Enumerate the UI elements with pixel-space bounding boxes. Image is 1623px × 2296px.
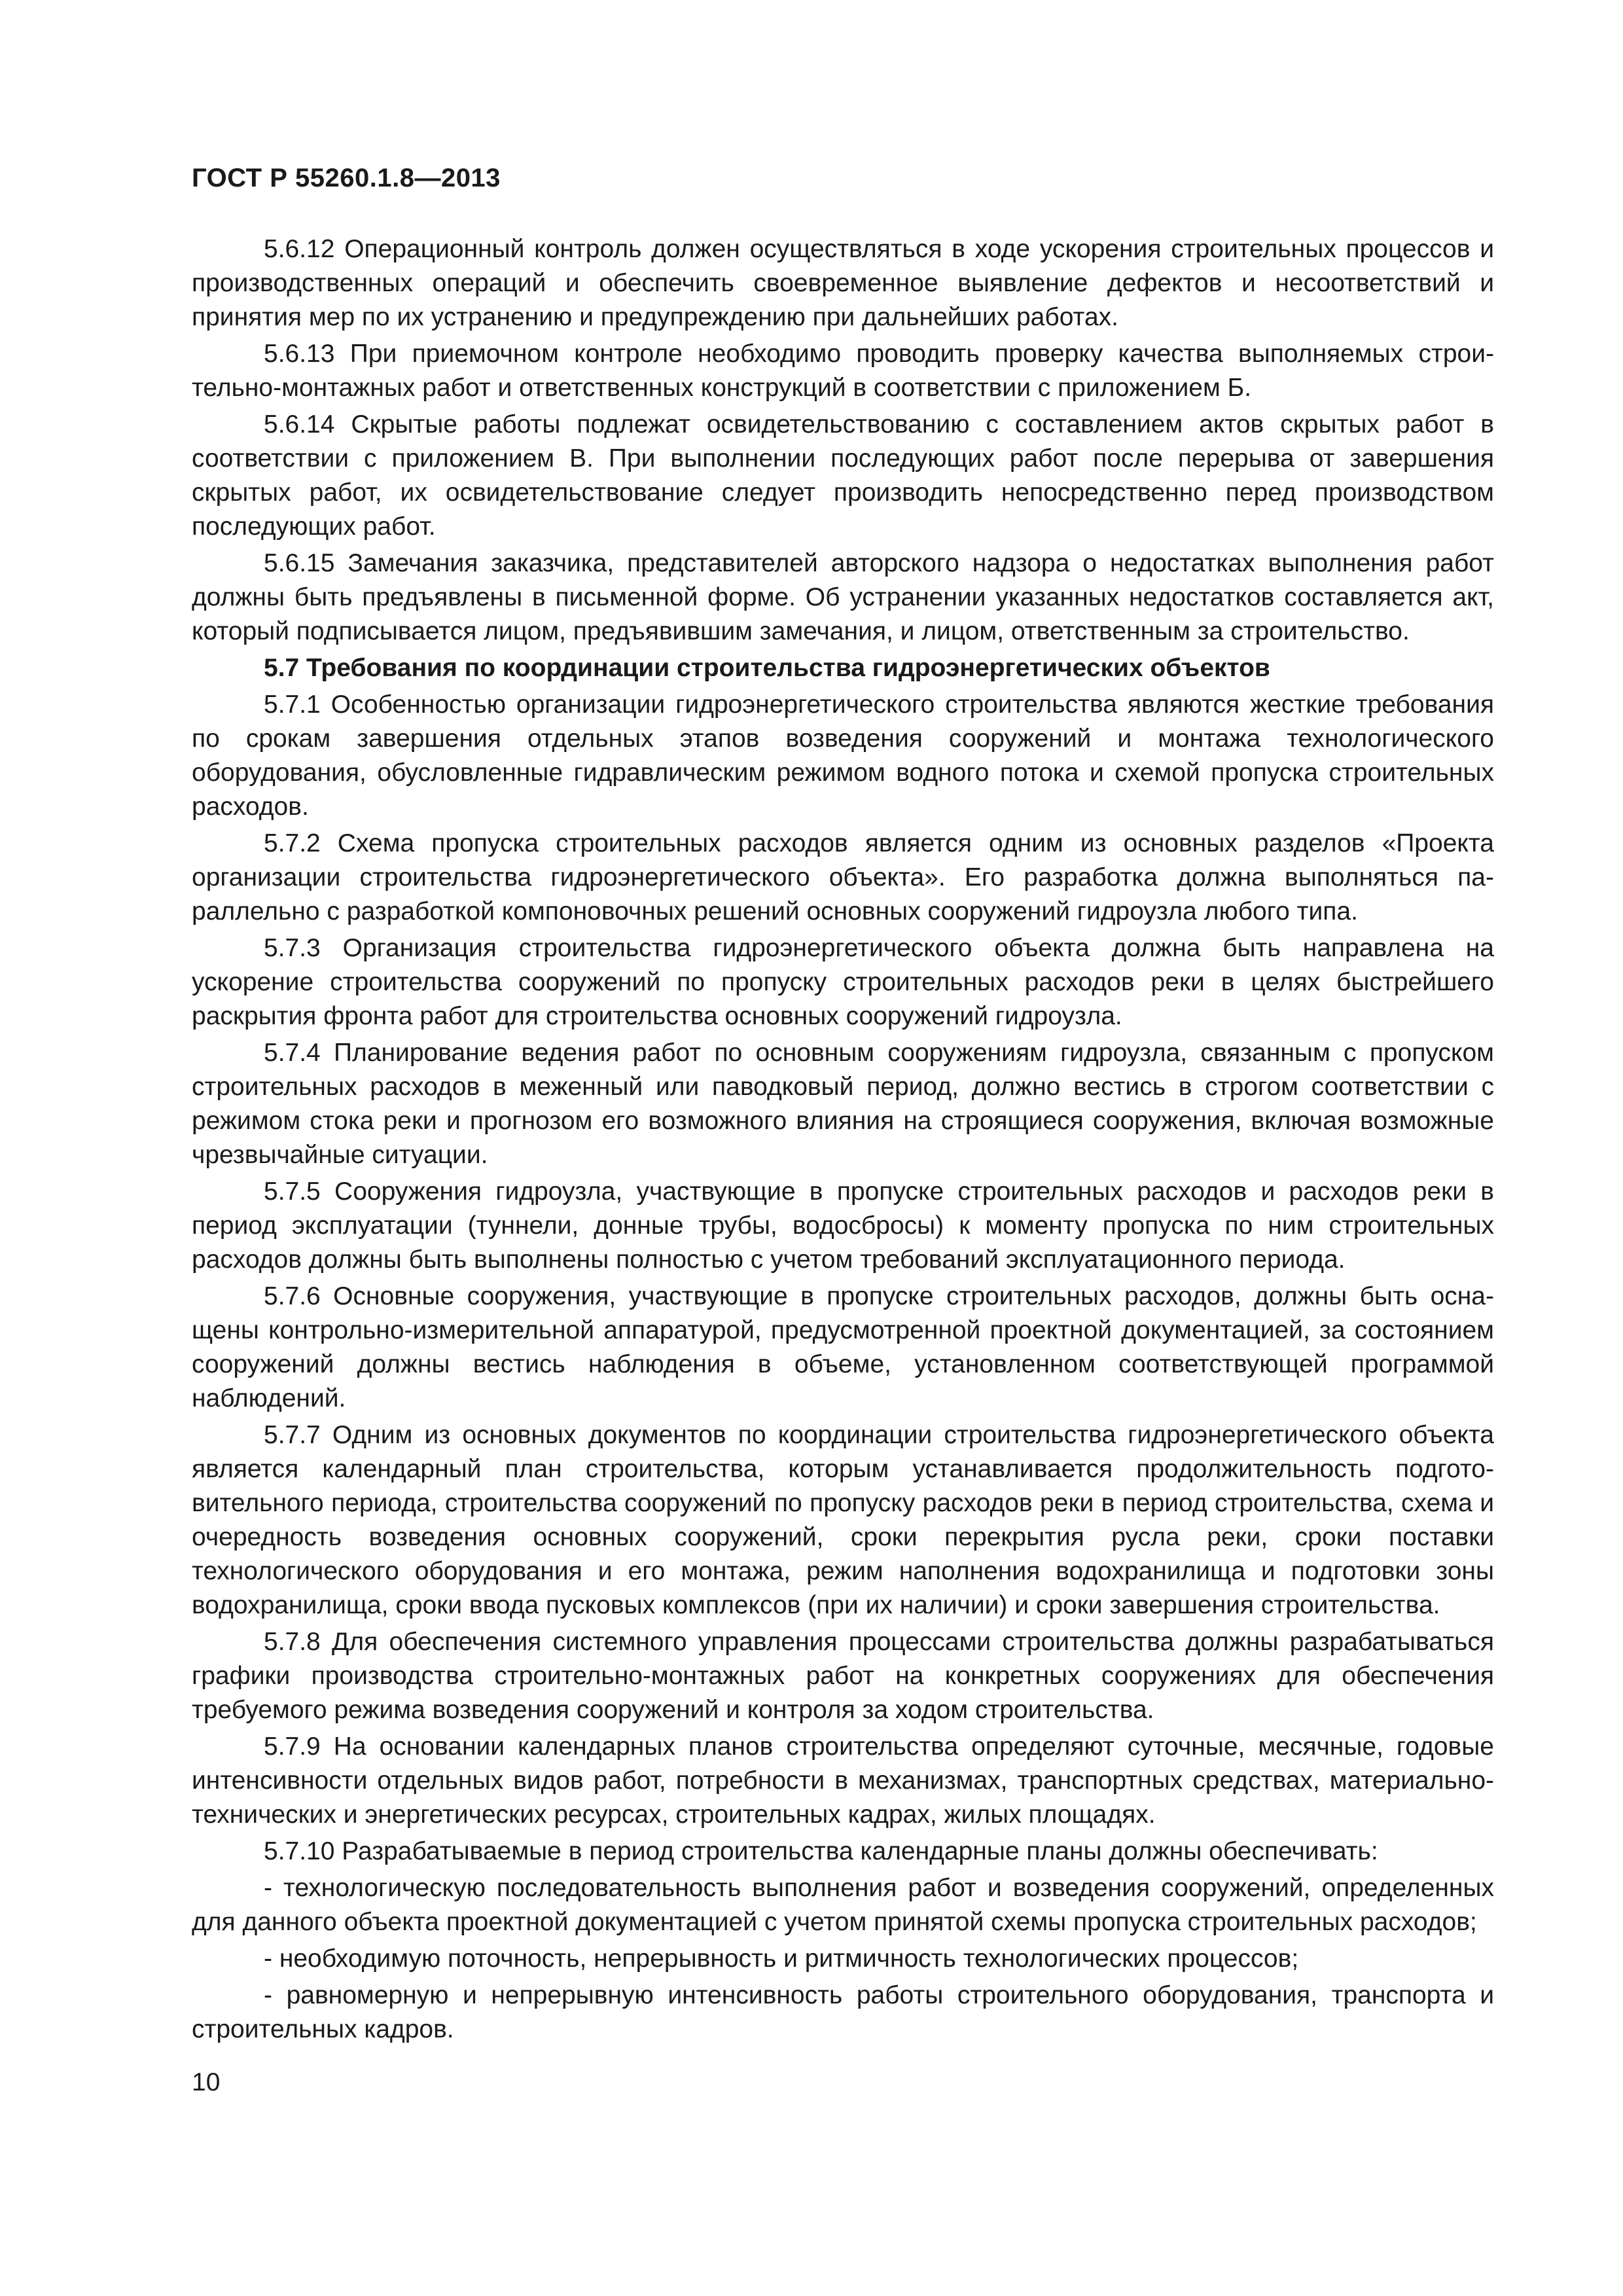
paragraph-5-7-1: 5.7.1 Особенностью организации гидроэнергетического строительства являются жесткие требования по срокам завершения отдельных этапов возведения сооружений и монтажа технологического оборудования, обусловленные гидравлическим режимом водного потока и схемой пропуска строительных расходов.: [192, 691, 1494, 821]
paragraph-5-7-5: 5.7.5 Сооружения гидроузла, участвующие в пропуске строительных расходов и расходов реки в период эксплуатации (туннели, донные трубы, водосбросы) к моменту пропуска по ним строительных расходов должны быть выполнены полностью с учетом требований эксплуатационного периода.: [192, 1177, 1494, 1274]
paragraph-5-6-13: 5.6.13 При приемочном контроле необходимо проводить проверку качества выполняемых строительно-монтажных работ и ответственных конструкций в соответствии с приложением Б.: [192, 340, 1494, 402]
document-header: ГОСТ Р 55260.1.8—2013: [192, 164, 501, 192]
paragraph-5-7-9: 5.7.9 На основании календарных планов строительства определяют суточные, месячные, годовые интенсивности отдельных видов работ, потребности в механизмах, транспортных средствах, материально-технических и энергетических ресурсах, строительных кадрах, жилых площадях.: [192, 1732, 1494, 1829]
list-item: - необходимую поточность, непрерывность и ритмичность технологических процессов;: [264, 1945, 1299, 1973]
list-item: - равномерную и непрерывную интенсивность работы строительного оборудования, транспорта и строительных кадров.: [192, 1981, 1494, 2043]
paragraph-5-6-14: 5.6.14 Скрытые работы подлежат освидетельствованию с составлением актов скрытых работ в соответствии с приложением В. При выполнении последующих работ после перерыва от завершения скрытых работ, их освидетельствование следует производить непосредственно перед производством последующих работ.: [192, 410, 1494, 541]
page-number: 10: [192, 2068, 221, 2096]
list-item: - технологическую последовательность выполнения работ и возведения сооружений, определенных для данного объекта проектной документацией с учетом принятой схемы пропуска строительных расходов;: [192, 1874, 1494, 1936]
paragraph-5-6-15: 5.6.15 Замечания заказчика, представителей авторского надзора о недостатках выполнения работ должны быть предъявлены в письменной форме. Об устранении указанных недостатков составляется акт, который подписывается лицом, предъявившим замечания, и лицом, ответственным за строительство.: [192, 549, 1494, 645]
paragraph-5-7-8: 5.7.8 Для обеспечения системного управления процессами строительства должны разрабатываться графики производства строительно-монтажных работ на конкретных сооружениях для обеспечения требуемого режима возведения сооружений и контроля за ходом строительства.: [192, 1628, 1494, 1724]
paragraph-5-7-3: 5.7.3 Организация строительства гидроэнергетического объекта должна быть направлена на ускорение строительства сооружений по пропуску строительных расходов реки в целях быстрейшего раскрытия фронта работ для строительства основных сооружений гидроузла.: [192, 934, 1494, 1030]
paragraph-5-7-2: 5.7.2 Схема пропуска строительных расходов является одним из основных разделов «Проекта организации строительства гидроэнергетического объекта». Его разработка должна выполняться параллельно с разработкой компоновочных решений основных сооружений гидроузла любого типа.: [192, 829, 1494, 925]
paragraph-5-7-10: 5.7.10 Разрабатываемые в период строительства календарные планы должны обеспечивать:: [264, 1837, 1378, 1865]
paragraph-5-7-4: 5.7.4 Планирование ведения работ по основным сооружениям гидроузла, связанным с пропуском строительных расходов в меженный или паводковый период, должно вестись в строгом соответствии с режимом стока реки и прогнозом его возможного влияния на строящиеся сооружения, включая возможные чрезвычайные ситуации.: [192, 1039, 1494, 1169]
paragraph-5-7-7: 5.7.7 Одним из основных документов по координации строительства гидроэнергетического объекта является календарный план строительства, которым устанавливается продолжительность подготовительного периода, строительства сооружений по пропуску расходов реки в период строительства, схема и очередность возведения основных сооружений, сроки перекрытия русла реки, сроки поставки технологического оборудования и его монтажа, режим наполнения водохранилища и подготовки зоны водохранилища, сроки ввода пусковых комплексов (при их наличии) и сроки завершения строительства.: [192, 1421, 1494, 1619]
paragraph-5-6-12: 5.6.12 Операционный контроль должен осуществляться в ходе ускорения строительных процессов и производственных операций и обеспечить своевременное выявление дефектов и несоответствий и принятия мер по их устранению и предупреждению при дальнейших работах.: [192, 235, 1494, 331]
paragraph-5-7-6: 5.7.6 Основные сооружения, участвующие в пропуске строительных расходов, должны быть оснащены контрольно-измерительной аппаратурой, предусмотренной проектной документацией, за состоянием сооружений должны вестись наблюдения в объеме, установленном соответствующей программой наблюдений.: [192, 1282, 1494, 1412]
document-body: [192, 232, 1494, 2049]
section-heading-5-7: 5.7 Требования по координации строительства гидроэнергетических объектов: [264, 654, 1270, 682]
